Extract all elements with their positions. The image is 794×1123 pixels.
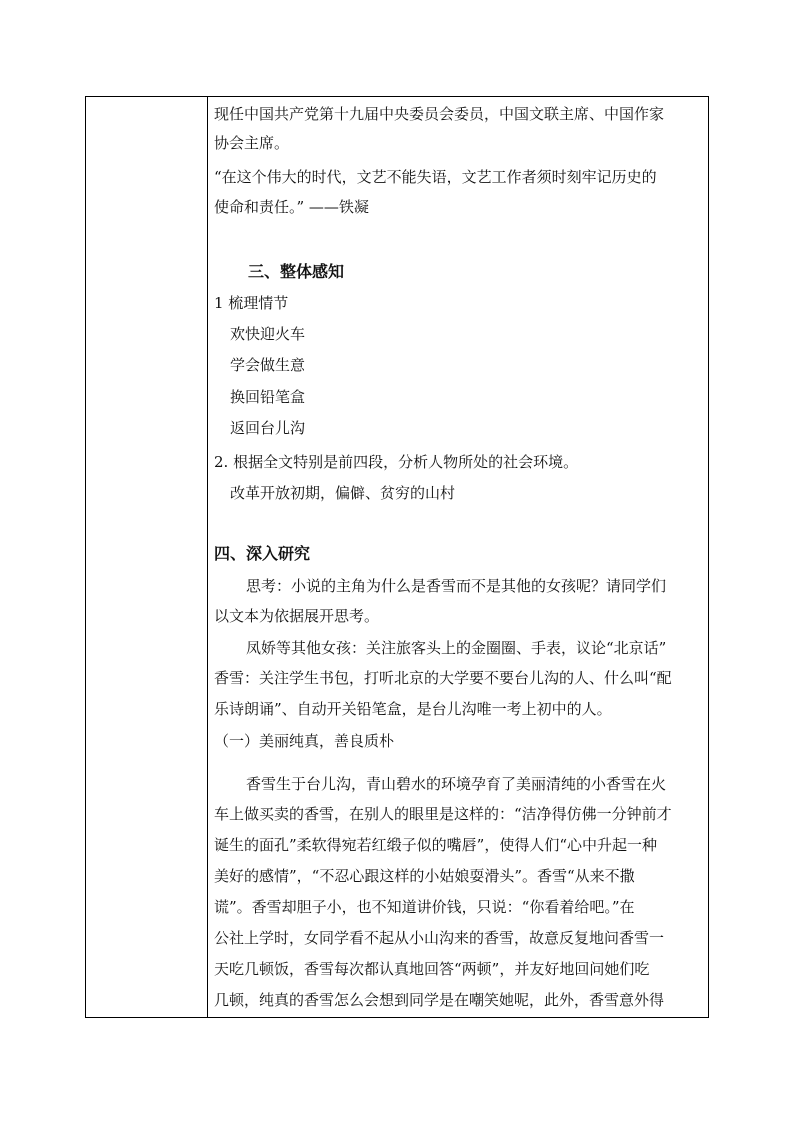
paragraph-line-5: 谎”。香雪却胆子小，也不知道讲价钱，只说：“你看着给吧。”在: [214, 898, 635, 916]
section-4-heading: 四、深入研究: [214, 544, 311, 563]
paragraph-line-2: 车上做买卖的香雪，在别人的眼里是这样的：“洁净得仿佛一分钟前才: [214, 805, 672, 823]
bio-line-2: 协会主席。: [214, 134, 290, 152]
paragraph-line-7: 天吃几顿饭，香雪每次都认真地回答“两顿”，并友好地回问她们吃: [214, 960, 650, 978]
bio-line-1: 现任中国共产党第十九届中央委员会委员，中国文联主席、中国作家: [214, 105, 665, 123]
item-1-label: 1 梳理情节: [214, 294, 289, 312]
quote-line-1: “在这个伟大的时代，文艺不能失语，文艺工作者须时刻牢记历史的: [214, 168, 657, 186]
paragraph-line-1: 香雪生于台儿沟，青山碧水的环境孕育了美丽清纯的小香雪在火: [246, 775, 667, 793]
section-3-heading: 三、整体感知: [248, 262, 345, 281]
paragraph-line-6: 公社上学时，女同学看不起从小山沟来的香雪，故意反复地问香雪一: [214, 929, 665, 947]
plot-point-3: 换回铅笔盒: [230, 388, 306, 406]
table-right-column: [208, 97, 708, 1017]
compare-line-1: 凤娇等其他女孩：关注旅客头上的金圈圈、手表，议论“北京话”: [246, 639, 667, 657]
plot-point-2: 学会做生意: [230, 356, 306, 374]
item-2-label: 2. 根据全文特别是前四段，分析人物所处的社会环境。: [214, 453, 579, 471]
item-2-answer: 改革开放初期，偏僻、贫穷的山村: [230, 484, 456, 502]
compare-line-2: 香雪：关注学生书包，打听北京的大学要不要台儿沟的人、什么叫“配: [214, 669, 672, 687]
plot-point-4: 返回台儿沟: [230, 419, 306, 437]
sub-1-heading: （一）美丽纯真，善良质朴: [214, 732, 395, 750]
table-left-column: [86, 97, 208, 1017]
quote-line-2: 使命和责任。” ——铁凝: [214, 198, 369, 216]
document-table: [85, 96, 709, 1018]
think-line-1: 思考：小说的主角为什么是香雪而不是其他的女孩呢？请同学们: [246, 577, 667, 595]
compare-line-3: 乐诗朗诵”、自动开关铅笔盒，是台儿沟唯一考上初中的人。: [214, 700, 612, 718]
plot-point-1: 欢快迎火车: [230, 325, 306, 343]
think-line-2: 以文本为依据展开思考。: [214, 607, 380, 625]
paragraph-line-3: 诞生的面孔”柔软得宛若红缎子似的嘴唇”，使得人们“心中升起一种: [214, 836, 658, 854]
paragraph-line-4: 美好的感情”，“不忍心跟这样的小姑娘耍滑头”。香雪“从来不撒: [214, 867, 635, 885]
paragraph-line-8: 几顿，纯真的香雪怎么会想到同学是在嘲笑她呢，此外，香雪意外得: [214, 991, 665, 1009]
